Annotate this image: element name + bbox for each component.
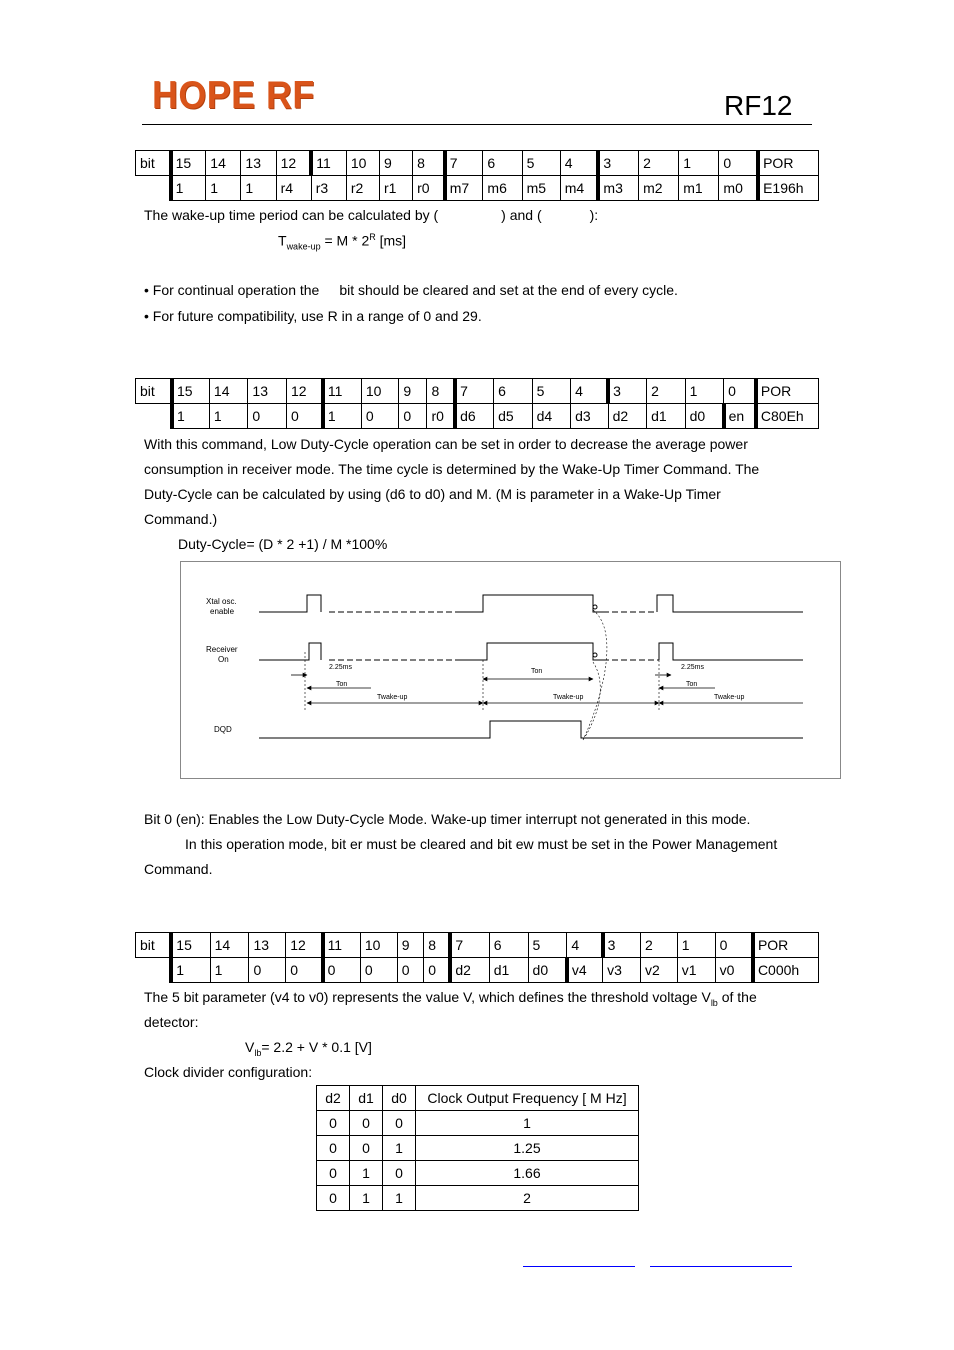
trigger-point-1 <box>593 605 597 609</box>
value-cell: v2 <box>640 958 677 983</box>
value-cell: v3 <box>603 958 641 983</box>
value-cell: 1 <box>171 176 206 201</box>
lbd-formula-subscript: lb <box>254 1047 262 1058</box>
rx-label-2: On <box>218 655 229 664</box>
duty-text-line4: Command.) <box>144 511 218 527</box>
value-cell: 0 <box>286 404 322 429</box>
value-cell: 0 <box>323 958 361 983</box>
wakeup-text-b: ) and ( <box>501 207 542 223</box>
table-row <box>317 1136 639 1161</box>
clock-title: Clock divider configuration: <box>144 1064 313 1080</box>
value-cell: d2 <box>608 404 647 429</box>
bit-cell: 7 <box>445 151 483 176</box>
value-cell: m5 <box>522 176 560 201</box>
receiver-waveform <box>259 643 803 660</box>
bit-cell: 10 <box>360 933 397 958</box>
formula-end: [ms] <box>375 232 407 249</box>
formula-superscript: R <box>369 232 376 242</box>
xtal-label-1: Xtal osc. <box>206 597 237 606</box>
value-cell: 0 <box>248 404 287 429</box>
ton-label-b: Ton <box>531 668 543 675</box>
value-cell: m7 <box>445 176 483 201</box>
value-cell: 0 <box>360 958 397 983</box>
value-cell: v1 <box>677 958 715 983</box>
value-cell: r2 <box>346 176 379 201</box>
table-row <box>317 1161 639 1186</box>
t225-label-a: 2.25ms <box>329 664 352 671</box>
bullet-continual <box>144 282 678 298</box>
value-cell: m6 <box>483 176 522 201</box>
por-value: C80Eh <box>756 404 819 429</box>
formula-mid: = M * 2 <box>320 232 370 249</box>
bullet-text-b: bit should be cleared and set at the end of every cycle. <box>339 282 678 298</box>
clock-header-row <box>317 1086 639 1111</box>
wakeup-formula <box>278 232 406 251</box>
bit-cell: 12 <box>286 379 322 404</box>
bit-cell: 6 <box>483 151 522 176</box>
bit-cell: 3 <box>608 379 647 404</box>
bit0-line1: Bit 0 (en): Enables the Low Duty-Cycle Mode. Wake-up timer interrupt not generated in this mode. <box>144 811 751 827</box>
empty-cell <box>136 958 172 983</box>
value-row <box>136 176 819 201</box>
value-cell: 1 <box>209 404 248 429</box>
model-title: RF12 <box>724 90 793 121</box>
value-cell: d0 <box>528 958 567 983</box>
dqd-waveform <box>259 721 803 738</box>
value-cell: 1 <box>323 404 362 429</box>
dqd-label: DQD <box>214 725 232 734</box>
bit-cell: 9 <box>399 379 427 404</box>
bit-cell: 0 <box>724 379 756 404</box>
value-cell: r3 <box>311 176 346 201</box>
por-label: POR <box>753 933 819 958</box>
table-cell: 1 <box>350 1161 383 1186</box>
value-cell: d6 <box>455 404 494 429</box>
bit-label: bit <box>136 933 172 958</box>
table-cell: 0 <box>350 1136 383 1161</box>
value-cell: 1 <box>171 958 210 983</box>
table-cell: 0 <box>350 1111 383 1136</box>
table-cell: 1 <box>383 1136 416 1161</box>
value-cell: 1 <box>210 958 249 983</box>
bit-cell: 0 <box>719 151 758 176</box>
bullet-compatibility: • For future compatibility, use R in a range of 0 and 29. <box>144 308 482 324</box>
bit-cell: 2 <box>640 933 677 958</box>
value-cell: m4 <box>560 176 598 201</box>
clock-divider-table <box>316 1085 639 1211</box>
bit-cell: 13 <box>248 379 287 404</box>
duty-text-line2: consumption in receiver mode. The time cycle is determined by the Wake-Up Timer Command. The <box>144 461 760 477</box>
bit-cell: 6 <box>494 379 533 404</box>
value-cell: 1 <box>241 176 276 201</box>
por-label: POR <box>756 379 819 404</box>
bit-cell: 10 <box>346 151 379 176</box>
bit-cell: 5 <box>528 933 567 958</box>
value-cell: r0 <box>413 176 445 201</box>
bit-number-row <box>136 379 819 404</box>
value-cell: d4 <box>532 404 571 429</box>
duty-text-line1: With this command, Low Duty-Cycle operation can be set in order to decrease the average power <box>144 436 748 452</box>
twake-label-c: Twake-up <box>714 694 745 701</box>
empty-cell <box>136 176 171 201</box>
bit-cell: 14 <box>210 933 249 958</box>
header-cell: Clock Output Frequency [ M Hz] <box>416 1086 639 1111</box>
value-cell: r4 <box>276 176 311 201</box>
t225-label-b: 2.25ms <box>681 664 704 671</box>
bit-cell: 5 <box>532 379 571 404</box>
bit-cell: 10 <box>361 379 398 404</box>
value-cell: d1 <box>489 958 528 983</box>
lbd-line1 <box>144 989 757 1008</box>
value-cell: m2 <box>639 176 679 201</box>
lbd-formula-v: V <box>245 1039 255 1055</box>
header-cell: d2 <box>317 1086 350 1111</box>
bit-cell: 9 <box>379 151 412 176</box>
footer-link-2[interactable] <box>650 1266 792 1267</box>
reference-lines <box>305 610 659 740</box>
bit-cell: 15 <box>171 151 206 176</box>
bit-label: bit <box>136 151 171 176</box>
bit-number-row <box>136 151 819 176</box>
bit-cell: 7 <box>450 933 489 958</box>
bit-cell: 0 <box>715 933 753 958</box>
table-cell: 1 <box>350 1186 383 1211</box>
ton-label-c: Ton <box>686 681 698 688</box>
table-row <box>317 1111 639 1136</box>
value-cell: d5 <box>494 404 533 429</box>
wakeup-text-c: ): <box>589 207 599 223</box>
bit-cell: 12 <box>276 151 311 176</box>
value-cell: d0 <box>685 404 724 429</box>
value-cell: 1 <box>206 176 241 201</box>
low-duty-cycle-register-table <box>135 378 819 429</box>
formula-t: T <box>278 232 287 249</box>
company-logo: HOPE RF <box>152 74 315 117</box>
header-cell: d0 <box>383 1086 416 1111</box>
bit-cell: 1 <box>677 933 715 958</box>
xtal-label-2: enable <box>210 607 235 616</box>
value-cell: m1 <box>679 176 719 201</box>
table-cell: 0 <box>383 1111 416 1136</box>
low-battery-register-table <box>135 932 819 983</box>
lbd-subscript: lb <box>710 997 718 1008</box>
value-cell: d1 <box>647 404 686 429</box>
bit-cell: 15 <box>171 933 210 958</box>
table-cell: 2 <box>416 1186 639 1211</box>
bit-cell: 5 <box>522 151 560 176</box>
bit-cell: 11 <box>311 151 346 176</box>
bit-cell: 12 <box>286 933 323 958</box>
table-cell: 0 <box>317 1161 350 1186</box>
twake-label-a: Twake-up <box>377 694 408 701</box>
bit-cell: 2 <box>647 379 686 404</box>
bit-cell: 8 <box>424 933 451 958</box>
bit-cell: 2 <box>639 151 679 176</box>
value-cell: r0 <box>427 404 455 429</box>
bit-cell: 6 <box>489 933 528 958</box>
table-cell: 1 <box>383 1186 416 1211</box>
bit0-line3: Command. <box>144 861 213 877</box>
duty-formula: Duty-Cycle= (D * 2 +1) / M *100% <box>178 536 388 552</box>
lbd-text-b: of the <box>717 989 757 1005</box>
bullet-text-a: • For continual operation the <box>144 282 320 298</box>
wakeup-text-a: The wake-up time period can be calculated by ( <box>144 207 439 223</box>
bit-cell: 4 <box>567 933 603 958</box>
value-cell: 1 <box>172 404 209 429</box>
bit-cell: 11 <box>323 933 361 958</box>
table-cell: 1.66 <box>416 1161 639 1186</box>
lbd-text-a: The 5 bit parameter (v4 to v0) represents the value V, which defines the threshold voltage V <box>144 989 711 1005</box>
bit-cell: 13 <box>249 933 286 958</box>
wakeup-timer-register-table <box>135 150 819 201</box>
value-cell: v4 <box>567 958 603 983</box>
formula-subscript: wake-up <box>286 241 321 252</box>
lbd-formula <box>245 1039 372 1058</box>
por-label: POR <box>758 151 818 176</box>
bit-cell: 4 <box>560 151 598 176</box>
footer-link-1[interactable] <box>523 1266 635 1267</box>
table-cell: 0 <box>317 1186 350 1211</box>
bit-number-row <box>136 933 819 958</box>
table-cell: 0 <box>317 1136 350 1161</box>
value-cell: m0 <box>719 176 758 201</box>
bit-cell: 8 <box>413 151 445 176</box>
table-row <box>317 1186 639 1211</box>
table-cell: 0 <box>383 1161 416 1186</box>
empty-cell <box>136 404 172 429</box>
value-cell: 0 <box>249 958 286 983</box>
value-cell: 0 <box>424 958 451 983</box>
bit-cell: 14 <box>206 151 241 176</box>
xtal-waveform <box>259 595 803 612</box>
bit0-line2: In this operation mode, bit er must be cleared and bit ew must be set in the Power Management <box>185 836 778 852</box>
value-cell: v0 <box>715 958 753 983</box>
por-value: E196h <box>758 176 818 201</box>
value-cell: 0 <box>286 958 323 983</box>
table-cell: 1 <box>416 1111 639 1136</box>
bit-cell: 4 <box>571 379 608 404</box>
twake-label-b: Twake-up <box>553 694 584 701</box>
por-value: C000h <box>753 958 819 983</box>
duty-text-line3: Duty-Cycle can be calculated by using (d6 to d0) and M. (M is parameter in a Wake-Up Timer <box>144 486 721 502</box>
timing-diagram-svg <box>181 562 840 778</box>
table-cell: 0 <box>317 1111 350 1136</box>
table-cell: 1.25 <box>416 1136 639 1161</box>
timing-diagram <box>180 561 841 779</box>
rx-label-1: Receiver <box>206 645 238 654</box>
value-cell: 0 <box>397 958 424 983</box>
bit-cell: 1 <box>685 379 724 404</box>
bit-cell: 14 <box>209 379 248 404</box>
bit-cell: 1 <box>679 151 719 176</box>
bit-cell: 8 <box>427 379 455 404</box>
value-row <box>136 958 819 983</box>
lbd-line2: detector: <box>144 1014 199 1030</box>
value-cell: d2 <box>450 958 489 983</box>
bit-label: bit <box>136 379 172 404</box>
value-cell: 0 <box>399 404 427 429</box>
bit-cell: 3 <box>598 151 638 176</box>
bit-cell: 15 <box>172 379 209 404</box>
trigger-point-2 <box>593 653 597 657</box>
ton-label-a: Ton <box>336 681 348 688</box>
header-rule <box>142 124 812 125</box>
value-cell: 0 <box>361 404 398 429</box>
lbd-formula-rest: = 2.2 + V * 0.1 [V] <box>261 1039 372 1055</box>
bit-cell: 7 <box>455 379 494 404</box>
header-cell: d1 <box>350 1086 383 1111</box>
wakeup-description <box>144 207 598 223</box>
bit-cell: 9 <box>397 933 424 958</box>
value-cell: d3 <box>571 404 608 429</box>
bit-cell: 13 <box>241 151 276 176</box>
value-cell: m3 <box>598 176 638 201</box>
value-cell: en <box>724 404 756 429</box>
value-row <box>136 404 819 429</box>
bit-cell: 3 <box>603 933 641 958</box>
bit-cell: 11 <box>323 379 362 404</box>
value-cell: r1 <box>379 176 412 201</box>
